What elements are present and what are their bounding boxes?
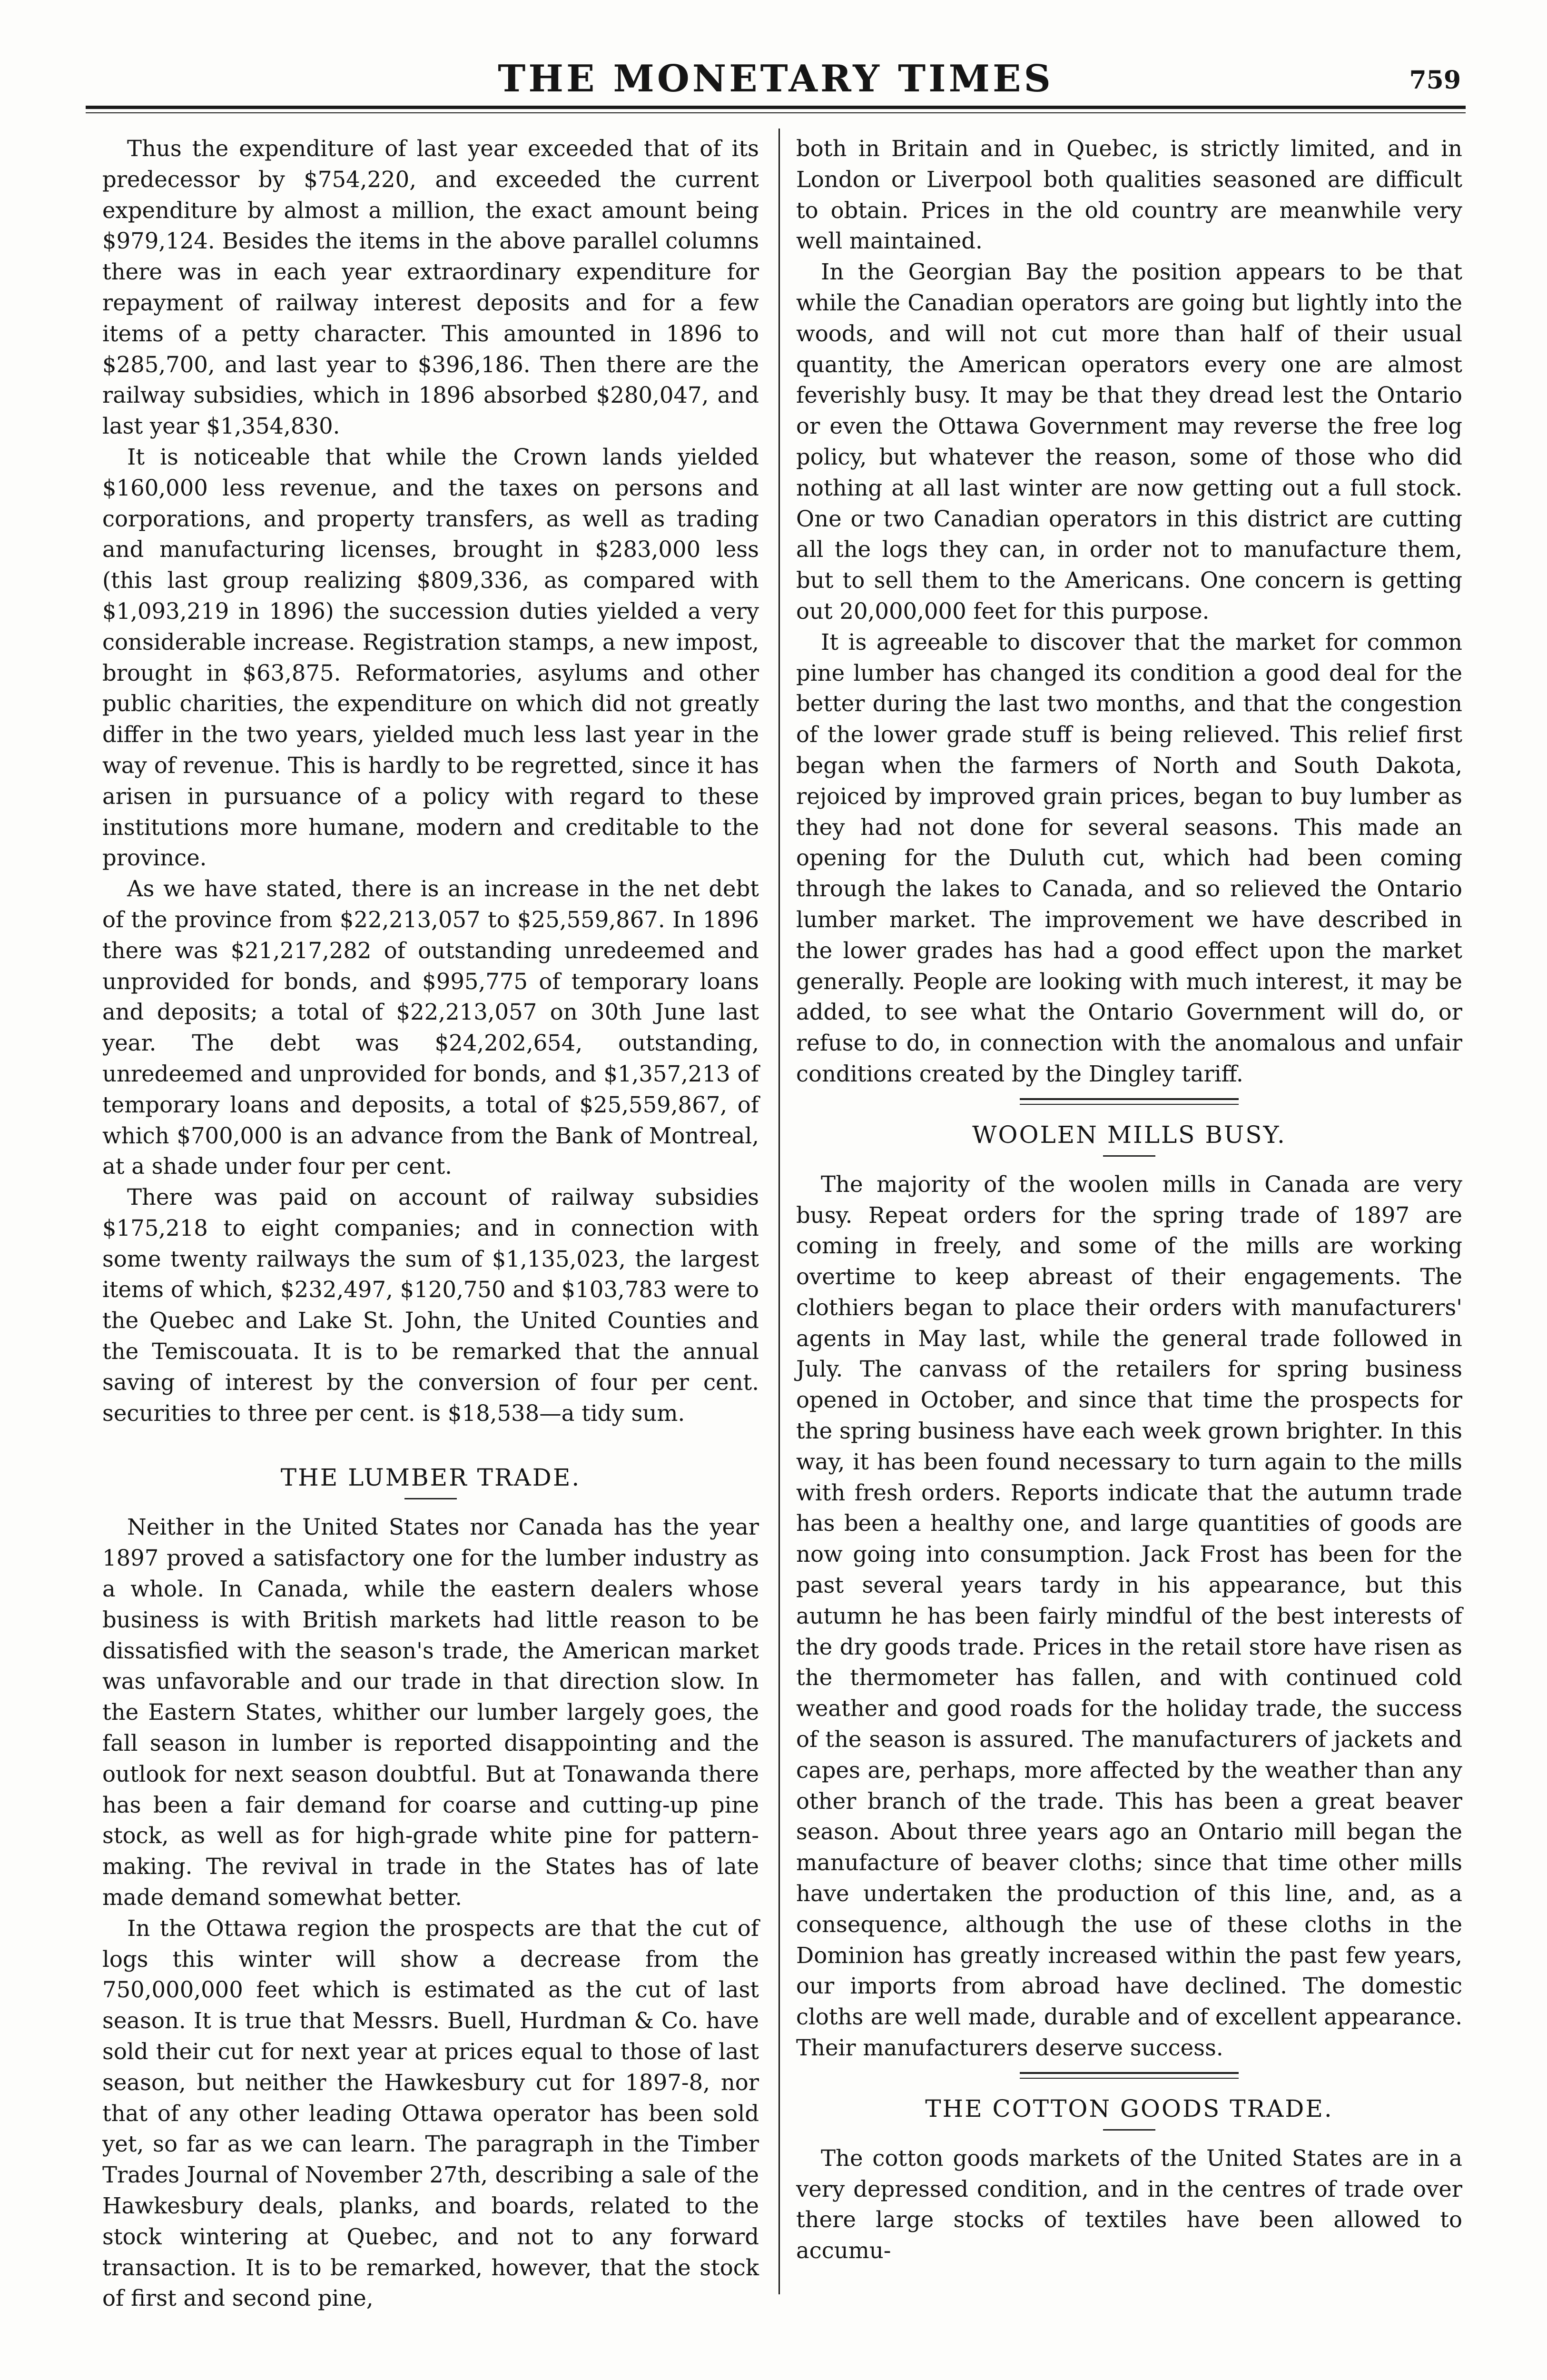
page-header (86, 57, 1466, 109)
woolen-mills-heading: WOOLEN MILLS BUSY. (972, 1121, 1286, 1149)
article-paragraph: As we have stated, there is an increase in the net debt of the province from $22,213,057 to $25,559,867. In 1896 there was $21,217,282 of outstanding unredeemed and unprovided for bonds, and $995,775 of temporary loans and deposits; a total of $22,213,057 on 30th June last year. The debt was $24,202,654, outstanding, unredeemed and unprovided for bonds, and $1,357,213 of temporary loans and deposits, a total of $25,559,867, of which $700,000 is an advance from the Bank of Montreal, at a shade under four per cent. (102, 876, 759, 1180)
header-rule-thin (86, 112, 1466, 113)
lumber-trade-heading: THE LUMBER TRADE. (280, 1464, 581, 1492)
heading-rule (404, 1498, 457, 1499)
heading-rule (1103, 2129, 1155, 2131)
article-paragraph: In the Georgian Bay the position appears to be that while the Canadian operators are going but lightly into the woods, and will not cut more than half of their usual quantity, the American operators every one are almost feverishly busy. It may be that they dread lest the Ontario or even the Ottawa Government may reverse the free log policy, but whatever the reason, some of those who did nothing at all last winter are now getting out a full stock. One or two Canadian operators in this district are cutting all the logs they can, in order not to manufacture them, but to sell them to the Americans. One concern is getting out 20,000,000 feet for this purpose. (796, 259, 1462, 624)
article-paragraph: both in Britain and in Quebec, is strictly limited, and in London or Liverpool both qualities seasoned are difficult to obtain. Prices in the old country are meanwhile very well maintained. (796, 136, 1462, 254)
header-rule (86, 106, 1466, 109)
page-number: 759 (1409, 66, 1461, 95)
article-paragraph: It is noticeable that while the Crown lands yielded $160,000 less revenue, and the taxes on persons and corporations, and property transfers, as well as trading and manufacturing licenses, brought in $283,000 less (this last group realizing $809,336, as compared with $1,093,219 in 1896) the succession duties yielded a very considerable increase. Registration stamps, a new impost, brought in $63,875. Reformatories, asylums and other public charities, the expenditure on which did not greatly differ in the two years, yielded much less last year in the way of revenue. This is hardly to be regretted, since it has arisen in pursuance of a policy with regard to these institutions more humane, modern and creditable to the province. (102, 444, 759, 871)
article-paragraph: The majority of the woolen mills in Canada are very busy. Repeat orders for the spring trade of 1897 are coming in freely, and some of the mills are working overtime to keep abreast of their engagements. The clothiers began to place their orders with manufacturers' agents in May last, while the general trade followed in July. The canvass of the retailers for spring business opened in October, and since that time the prospects for the spring business have each week grown brighter. In this way, it has been found necessary to turn again to the mills with fresh orders. Reports indicate that the autumn trade has been a healthy one, and large quantities of goods are now going into consumption. Jack Frost has been for the past several years tardy in his appearance, but this autumn he has been fairly mindful of the best interests of the dry goods trade. Prices in the retail store have risen as the thermometer has fallen, and with continued cold weather and good roads for the holiday trade, the success of the season is assured. The manufacturers of jackets and capes are, perhaps, more affected by the weather than any other branch of the trade. This has been a great beaver season. About three years ago an Ontario mill began the manufacture of beaver cloths; since that time other mills have undertaken the production of this line, and, as a consequence, although the use of these cloths in the Dominion has greatly increased within the past few years, our imports from abroad have declined. The domestic cloths are well made, durable and of excellent appearance. Their manufacturers deserve success. (796, 1171, 1462, 2061)
article-paragraph: It is agreeable to discover that the market for common pine lumber has changed its condition a good deal for the better during the last two months, and that the congestion of the lower grade stuff is being relieved. This relief first began when the farmers of North and South Dakota, rejoiced by improved grain prices, began to buy lumber as they had not done for several seasons. This made an opening for the Duluth cut, which had been coming through the lakes to Canada, and so relieved the Ontario lumber market. The improvement we have described in the lower grades has had a good effect upon the market generally. People are looking with much interest, it may be added, to see what the Ontario Government will do, or refuse to do, in connection with the anomalous and unfair conditions created by the Dingley tariff. (796, 629, 1462, 1087)
article-paragraph: There was paid on account of railway subsidies $175,218 to eight companies; and in connection with some twenty railways the sum of $1,135,023, the largest items of which, $232,497, $120,750 and $103,783 were to the Quebec and Lake St. John, the United Counties and the Temiscouata. It is to be remarked that the annual saving of interest by the conversion of four per cent. securities to three per cent. is $18,538—a tidy sum. (102, 1184, 759, 1426)
section-separator (1020, 2072, 1239, 2079)
column-divider (778, 129, 780, 2294)
cotton-goods-heading: THE COTTON GOODS TRADE. (925, 2094, 1333, 2122)
heading-rule (1103, 1155, 1155, 1157)
section-separator (1020, 1098, 1239, 1105)
right-column (796, 133, 1462, 2266)
masthead: THE MONETARY TIMES (498, 57, 1054, 100)
article-paragraph: In the Ottawa region the prospects are that the cut of logs this winter will show a decrease from the 750,000,000 feet which is estimated as the cut of last season. It is true that Messrs. Buell, Hurdman & Co. have sold their cut for next year at prices equal to those of last season, but neither the Hawkesbury cut for 1897-8, nor that of any other leading Ottawa operator has been sold yet, so far as we can learn. The paragraph in the Timber Trades Journal of November 27th, describing a sale of the Hawkesbury deals, planks, and boards, related to the stock wintering at Quebec, and not to any forward transaction. It is to be remarked, however, that the stock of first and second pine, (102, 1915, 759, 2311)
left-column (102, 133, 759, 2314)
article-paragraph: Thus the expenditure of last year exceeded that of its predecessor by $754,220, and exceeded the current expenditure by almost a million, the exact amount being $979,124. Besides the items in the above parallel columns there was in each year extraordinary expenditure for repayment of railway interest deposits and for a few items of a petty character. This amounted in 1896 to $285,700, and last year to $396,186. Then there are the railway subsidies, which in 1896 absorbed $280,047, and last year $1,354,830. (102, 136, 759, 439)
article-paragraph: Neither in the United States nor Canada has the year 1897 proved a satisfactory one for the lumber industry as a whole. In Canada, while the eastern dealers whose business is with British markets had little reason to be dissatisfied with the season's trade, the American market was unfavorable and our trade in that direction slow. In the Eastern States, whither our lumber largely goes, the fall season in lumber is reported disappointing and the outlook for next season doubtful. But at Tonawanda there has been a fair demand for coarse and cutting-up pine stock, as well as for high-grade white pine for pattern-making. The revival in trade in the States has of late made demand somewhat better. (102, 1514, 759, 1911)
article-paragraph: The cotton goods markets of the United States are in a very depressed condition, and in the centres of trade over there large stocks of textiles have been allowed to accumu- (796, 2145, 1462, 2264)
